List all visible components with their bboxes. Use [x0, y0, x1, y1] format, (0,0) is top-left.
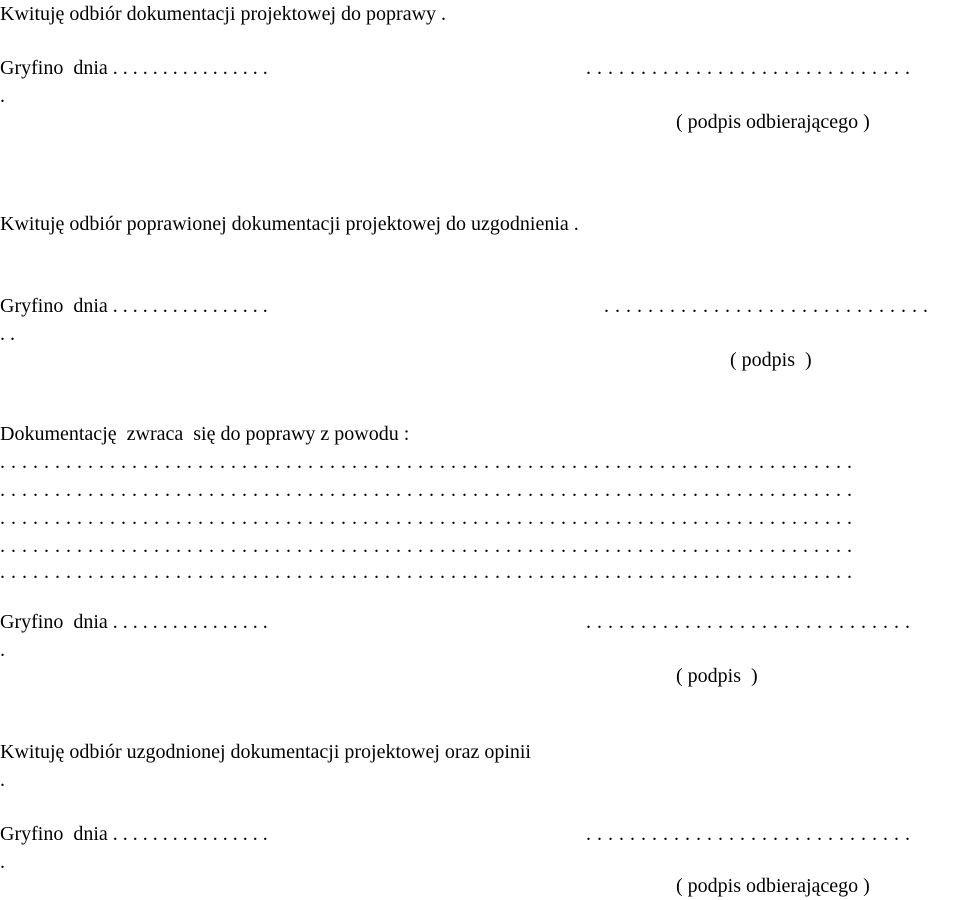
section1-signature-caption: ( podpis odbierającego )	[676, 111, 870, 133]
section3-signature-line: . . . . . . . . . . . . . . . . . . . . . . . . . . . . . .	[586, 611, 911, 633]
section4-signature-tail: .	[0, 851, 5, 873]
section3-heading: Dokumentację zwraca się do poprawy z powodu :	[0, 423, 410, 445]
reason-line: . . . . . . . . . . . . . . . . . . . . . . . . . . . . . . . . . . . . . . . . . . . . . . . . . . . . . . . . . . . . . . . . . . . . . . . . . . . . . .	[0, 507, 853, 529]
section1-heading: Kwituję odbiór dokumentacji projektowej do poprawy .	[0, 3, 447, 25]
reason-line: . . . . . . . . . . . . . . . . . . . . . . . . . . . . . . . . . . . . . . . . . . . . . . . . . . . . . . . . . . . . . . . . . . . . . . . . . . . . . .	[0, 451, 853, 473]
section4-place-date: Gryfino dnia . . . . . . . . . . . . . . . .	[0, 823, 268, 845]
section2-place-date: Gryfino dnia . . . . . . . . . . . . . . . .	[0, 295, 268, 317]
section4-signature-line: . . . . . . . . . . . . . . . . . . . . . . . . . . . . . .	[586, 823, 911, 845]
section3-signature-tail: .	[0, 639, 5, 661]
section2-signature-tail: . .	[0, 323, 15, 345]
section1-signature-tail: .	[0, 85, 5, 107]
section4-signature-caption: ( podpis odbierającego )	[676, 875, 870, 897]
section1-place-date: Gryfino dnia . . . . . . . . . . . . . . . .	[0, 57, 268, 79]
section2-heading: Kwituję odbiór poprawionej dokumentacji projektowej do uzgodnienia .	[0, 213, 579, 235]
reason-line: . . . . . . . . . . . . . . . . . . . . . . . . . . . . . . . . . . . . . . . . . . . . . . . . . . . . . . . . . . . . . . . . . . . . . . . . . . . . . .	[0, 535, 853, 557]
reason-line: . . . . . . . . . . . . . . . . . . . . . . . . . . . . . . . . . . . . . . . . . . . . . . . . . . . . . . . . . . . . . . . . . . . . . . . . . . . . . .	[0, 479, 853, 501]
section4-heading-tail: .	[0, 769, 5, 791]
section2-signature-caption: ( podpis )	[730, 349, 812, 371]
section3-place-date: Gryfino dnia . . . . . . . . . . . . . . . .	[0, 611, 268, 633]
reason-line: . . . . . . . . . . . . . . . . . . . . . . . . . . . . . . . . . . . . . . . . . . . . . . . . . . . . . . . . . . . . . . . . . . . . . . . . . . . . . .	[0, 561, 853, 583]
section2-signature-line: . . . . . . . . . . . . . . . . . . . . . . . . . . . . . .	[604, 295, 929, 317]
section1-signature-line: . . . . . . . . . . . . . . . . . . . . . . . . . . . . . .	[586, 57, 911, 79]
section4-heading: Kwituję odbiór uzgodnionej dokumentacji projektowej oraz opinii	[0, 741, 531, 763]
section3-signature-caption: ( podpis )	[676, 665, 758, 687]
